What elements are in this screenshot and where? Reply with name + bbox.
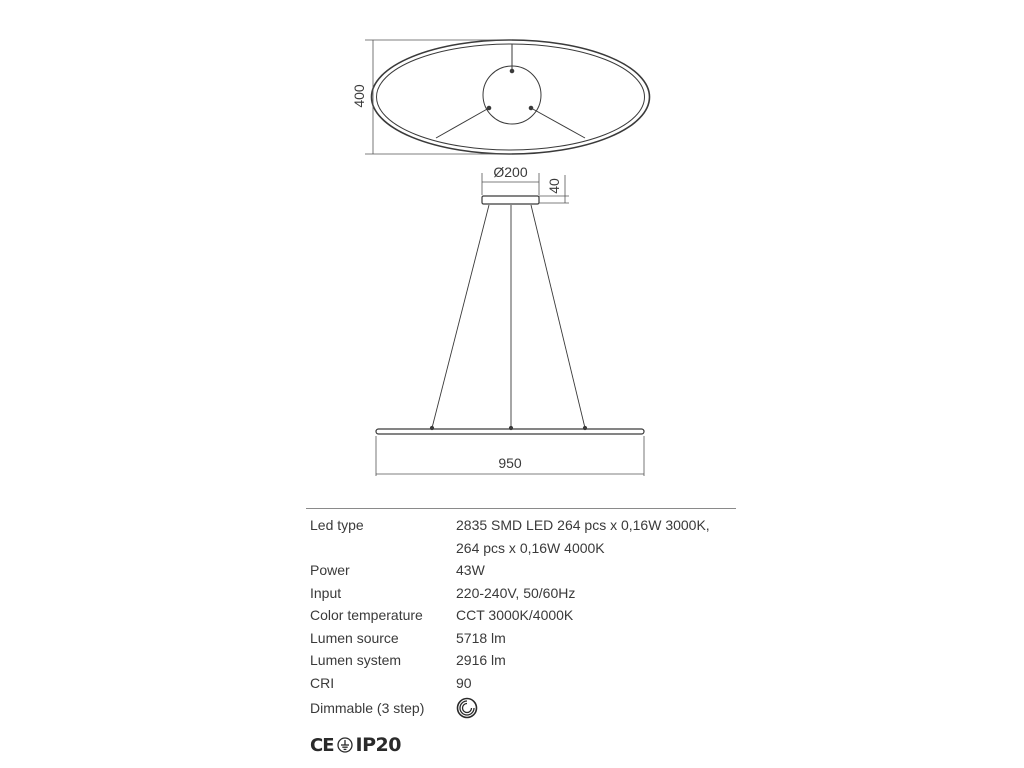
spec-label: Led type (310, 517, 364, 533)
suspension-cable-right (531, 205, 585, 428)
spec-label: Input (310, 584, 342, 601)
spec-row-dimmable (310, 697, 750, 720)
canopy (482, 196, 539, 204)
spec-divider (306, 508, 736, 509)
spec-row-led-type (310, 514, 750, 559)
canopy-height-label: 40 (546, 178, 562, 194)
spec-label: Color temperature (310, 607, 423, 623)
spec-label: Dimmable (3 step) (310, 700, 425, 716)
anchor-dot (510, 69, 514, 73)
anchor-dot (487, 106, 491, 110)
spec-value (456, 697, 750, 719)
front-view (376, 196, 644, 434)
width-dimension-label: 950 (498, 455, 522, 471)
spec-value: 2916 lm (456, 652, 506, 668)
spec-value (456, 514, 750, 559)
dimmer-icon (456, 697, 478, 719)
spec-label: CRI (310, 674, 335, 691)
support-line-left (436, 108, 489, 138)
ring-outer (372, 40, 650, 154)
support-line-right (531, 108, 585, 138)
spec-value: 220-240V, 50/60Hz (456, 584, 576, 601)
spec-value: 5718 lm (456, 629, 506, 646)
spec-value: 90 (456, 674, 472, 691)
certification-marks (310, 734, 401, 756)
spec-label: Power (310, 562, 350, 578)
ring-inner (377, 44, 645, 150)
spec-value: 43W (456, 562, 485, 578)
spec-label: Lumen source (310, 629, 399, 646)
spec-row-power (310, 559, 750, 582)
suspension-cable-left (432, 205, 489, 428)
ip-rating-mark: IP20 (355, 734, 401, 756)
canopy-diameter-label: Ø200 (493, 164, 528, 180)
spec-row-cri (310, 672, 750, 695)
spec-row-lumen-source (310, 627, 750, 650)
spec-table (310, 514, 750, 720)
spec-value-line: 264 pcs x 0,16W 4000K (456, 539, 605, 556)
spec-row-input (310, 582, 750, 605)
height-dimension-label: 400 (351, 84, 367, 108)
protective-earth-icon (337, 737, 353, 753)
ce-mark: CE (310, 734, 334, 756)
spec-value-line: 2835 SMD LED 264 pcs x 0,16W 3000K, (456, 517, 710, 533)
anchor-dot (529, 106, 533, 110)
spec-row-lumen-system (310, 649, 750, 672)
spec-row-color-temperature (310, 604, 750, 627)
canopy-top-circle (483, 66, 541, 124)
spec-label: Lumen system (310, 652, 402, 668)
spec-value: CCT 3000K/4000K (456, 607, 574, 623)
top-view (372, 40, 650, 154)
